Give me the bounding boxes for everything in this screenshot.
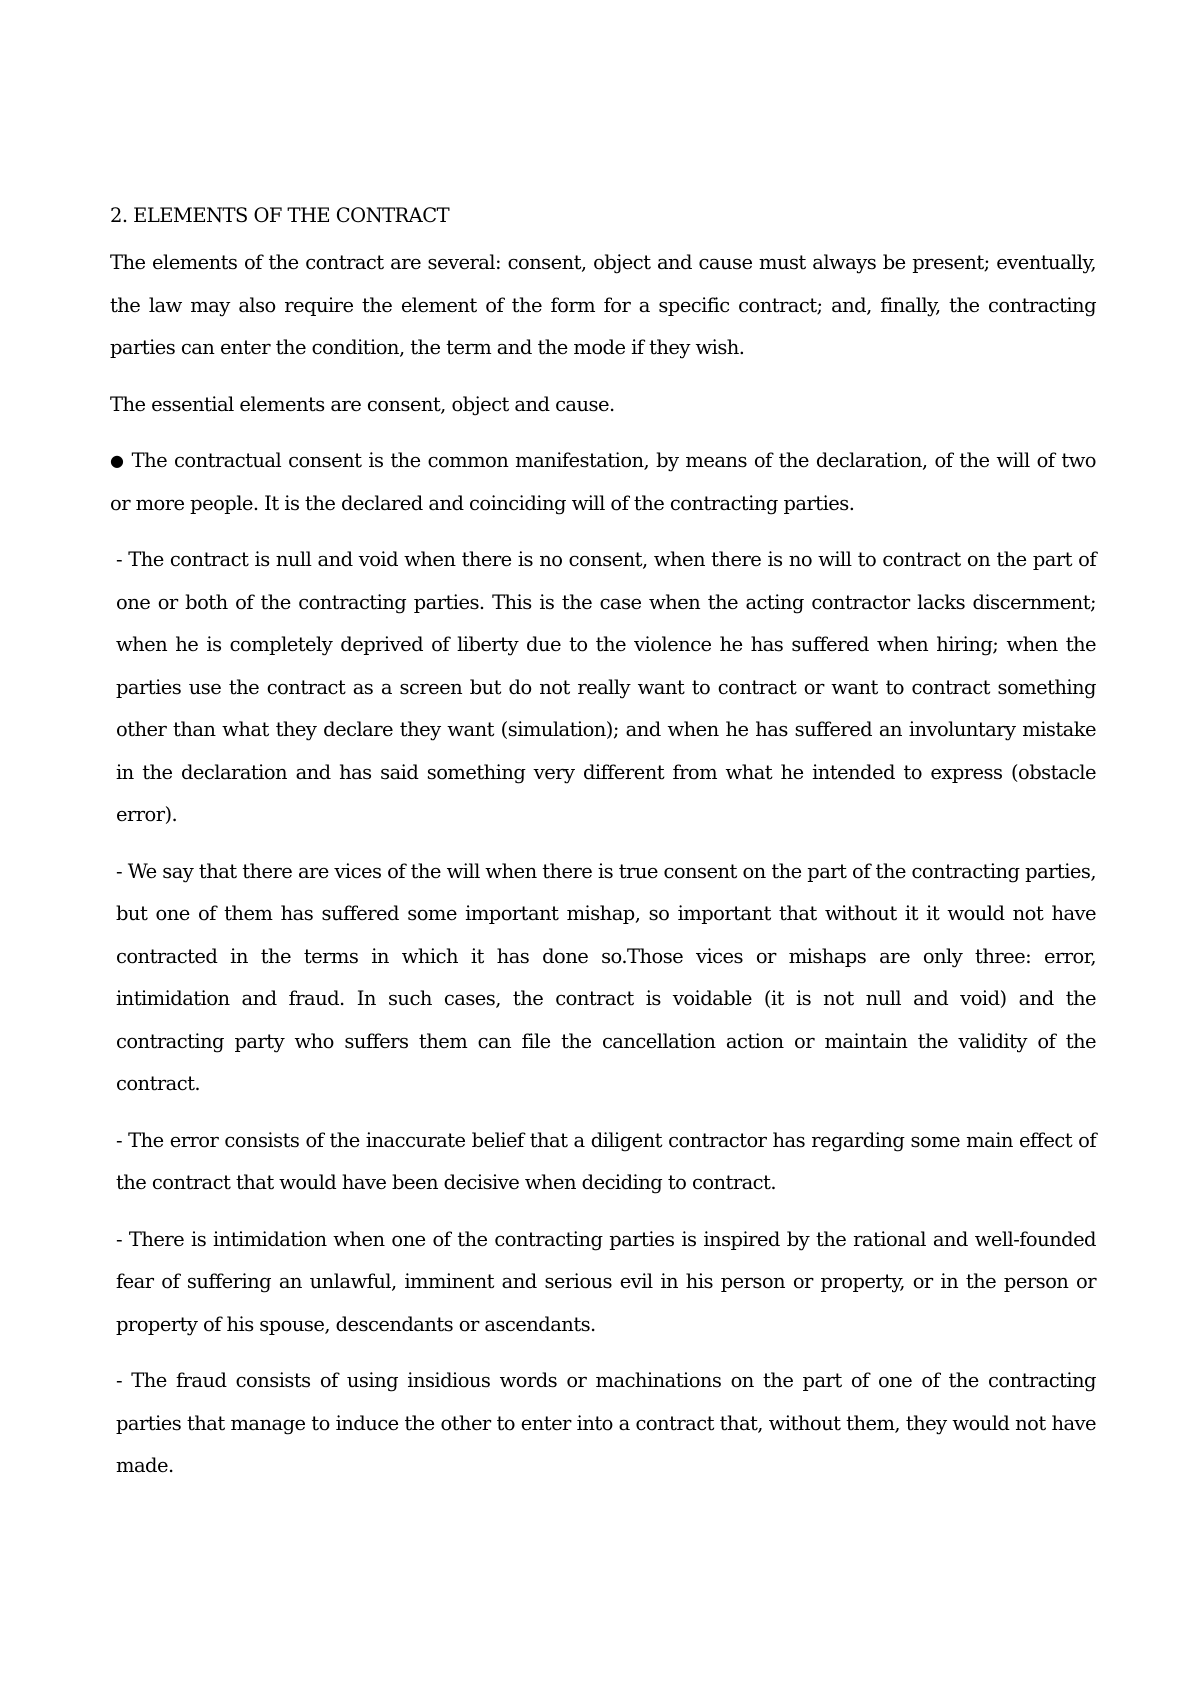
section-heading: 2. ELEMENTS OF THE CONTRACT xyxy=(110,204,450,227)
document-body xyxy=(110,204,1096,1502)
paragraph-consent-bullet xyxy=(110,440,1096,525)
paragraph-essential-elements: The essential elements are consent, object and cause. xyxy=(110,392,615,416)
paragraph-fraud: - The fraud consists of using insidious words or machinations on the part of one of the contracting parties that manage to induce the other to enter into a contract that, without them, they would not have made. xyxy=(116,1369,1096,1477)
bullet-text: The contractual consent is the common manifestation, by means of the declaration, of the will of two or more people. It is the declared and coinciding will of the contracting parties. xyxy=(110,449,1096,515)
paragraph-null-and-void: - The contract is null and void when there is no consent, when there is no will to contract on the part of one or both of the contracting parties. This is the case when the acting contractor lacks discernment; when he is completely deprived of liberty due to the violence he has suffered when hiring; when the parties use the contract as a screen but do not really want to contract or want to contract something other than what they declare they want (simulation); and when he has suffered an involuntary mistake in the declaration and has said something very different from what he intended to express (obstacle error). xyxy=(116,548,1096,826)
bullet-icon: ● xyxy=(110,451,125,470)
paragraph-vices-of-will: - We say that there are vices of the will when there is true consent on the part of the contracting parties, but one of them has suffered some important mishap, so important that without it it would not have contracted in the terms in which it has done so.Those vices or mishaps are only three: error, intimidation and fraud. In such cases, the contract is voidable (it is not null and void) and the contracting party who suffers them can file the cancellation action or maintain the validity of the contract. xyxy=(116,859,1096,1095)
paragraph-error: - The error consists of the inaccurate belief that a diligent contractor has regarding some main effect of the contract that would have been decisive when deciding to contract. xyxy=(116,1128,1096,1194)
paragraph-intimidation: - There is intimidation when one of the contracting parties is inspired by the rational and well-founded fear of suffering an unlawful, imminent and serious evil in his person or property, or in the person or property of his spouse, descendants or ascendants. xyxy=(116,1227,1096,1336)
paragraph-intro: The elements of the contract are several: consent, object and cause must always be present; eventually, the law may also require the element of the form for a specific contract; and, finally, the contracting parties can enter the condition, the term and the mode if they wish. xyxy=(110,251,1096,359)
